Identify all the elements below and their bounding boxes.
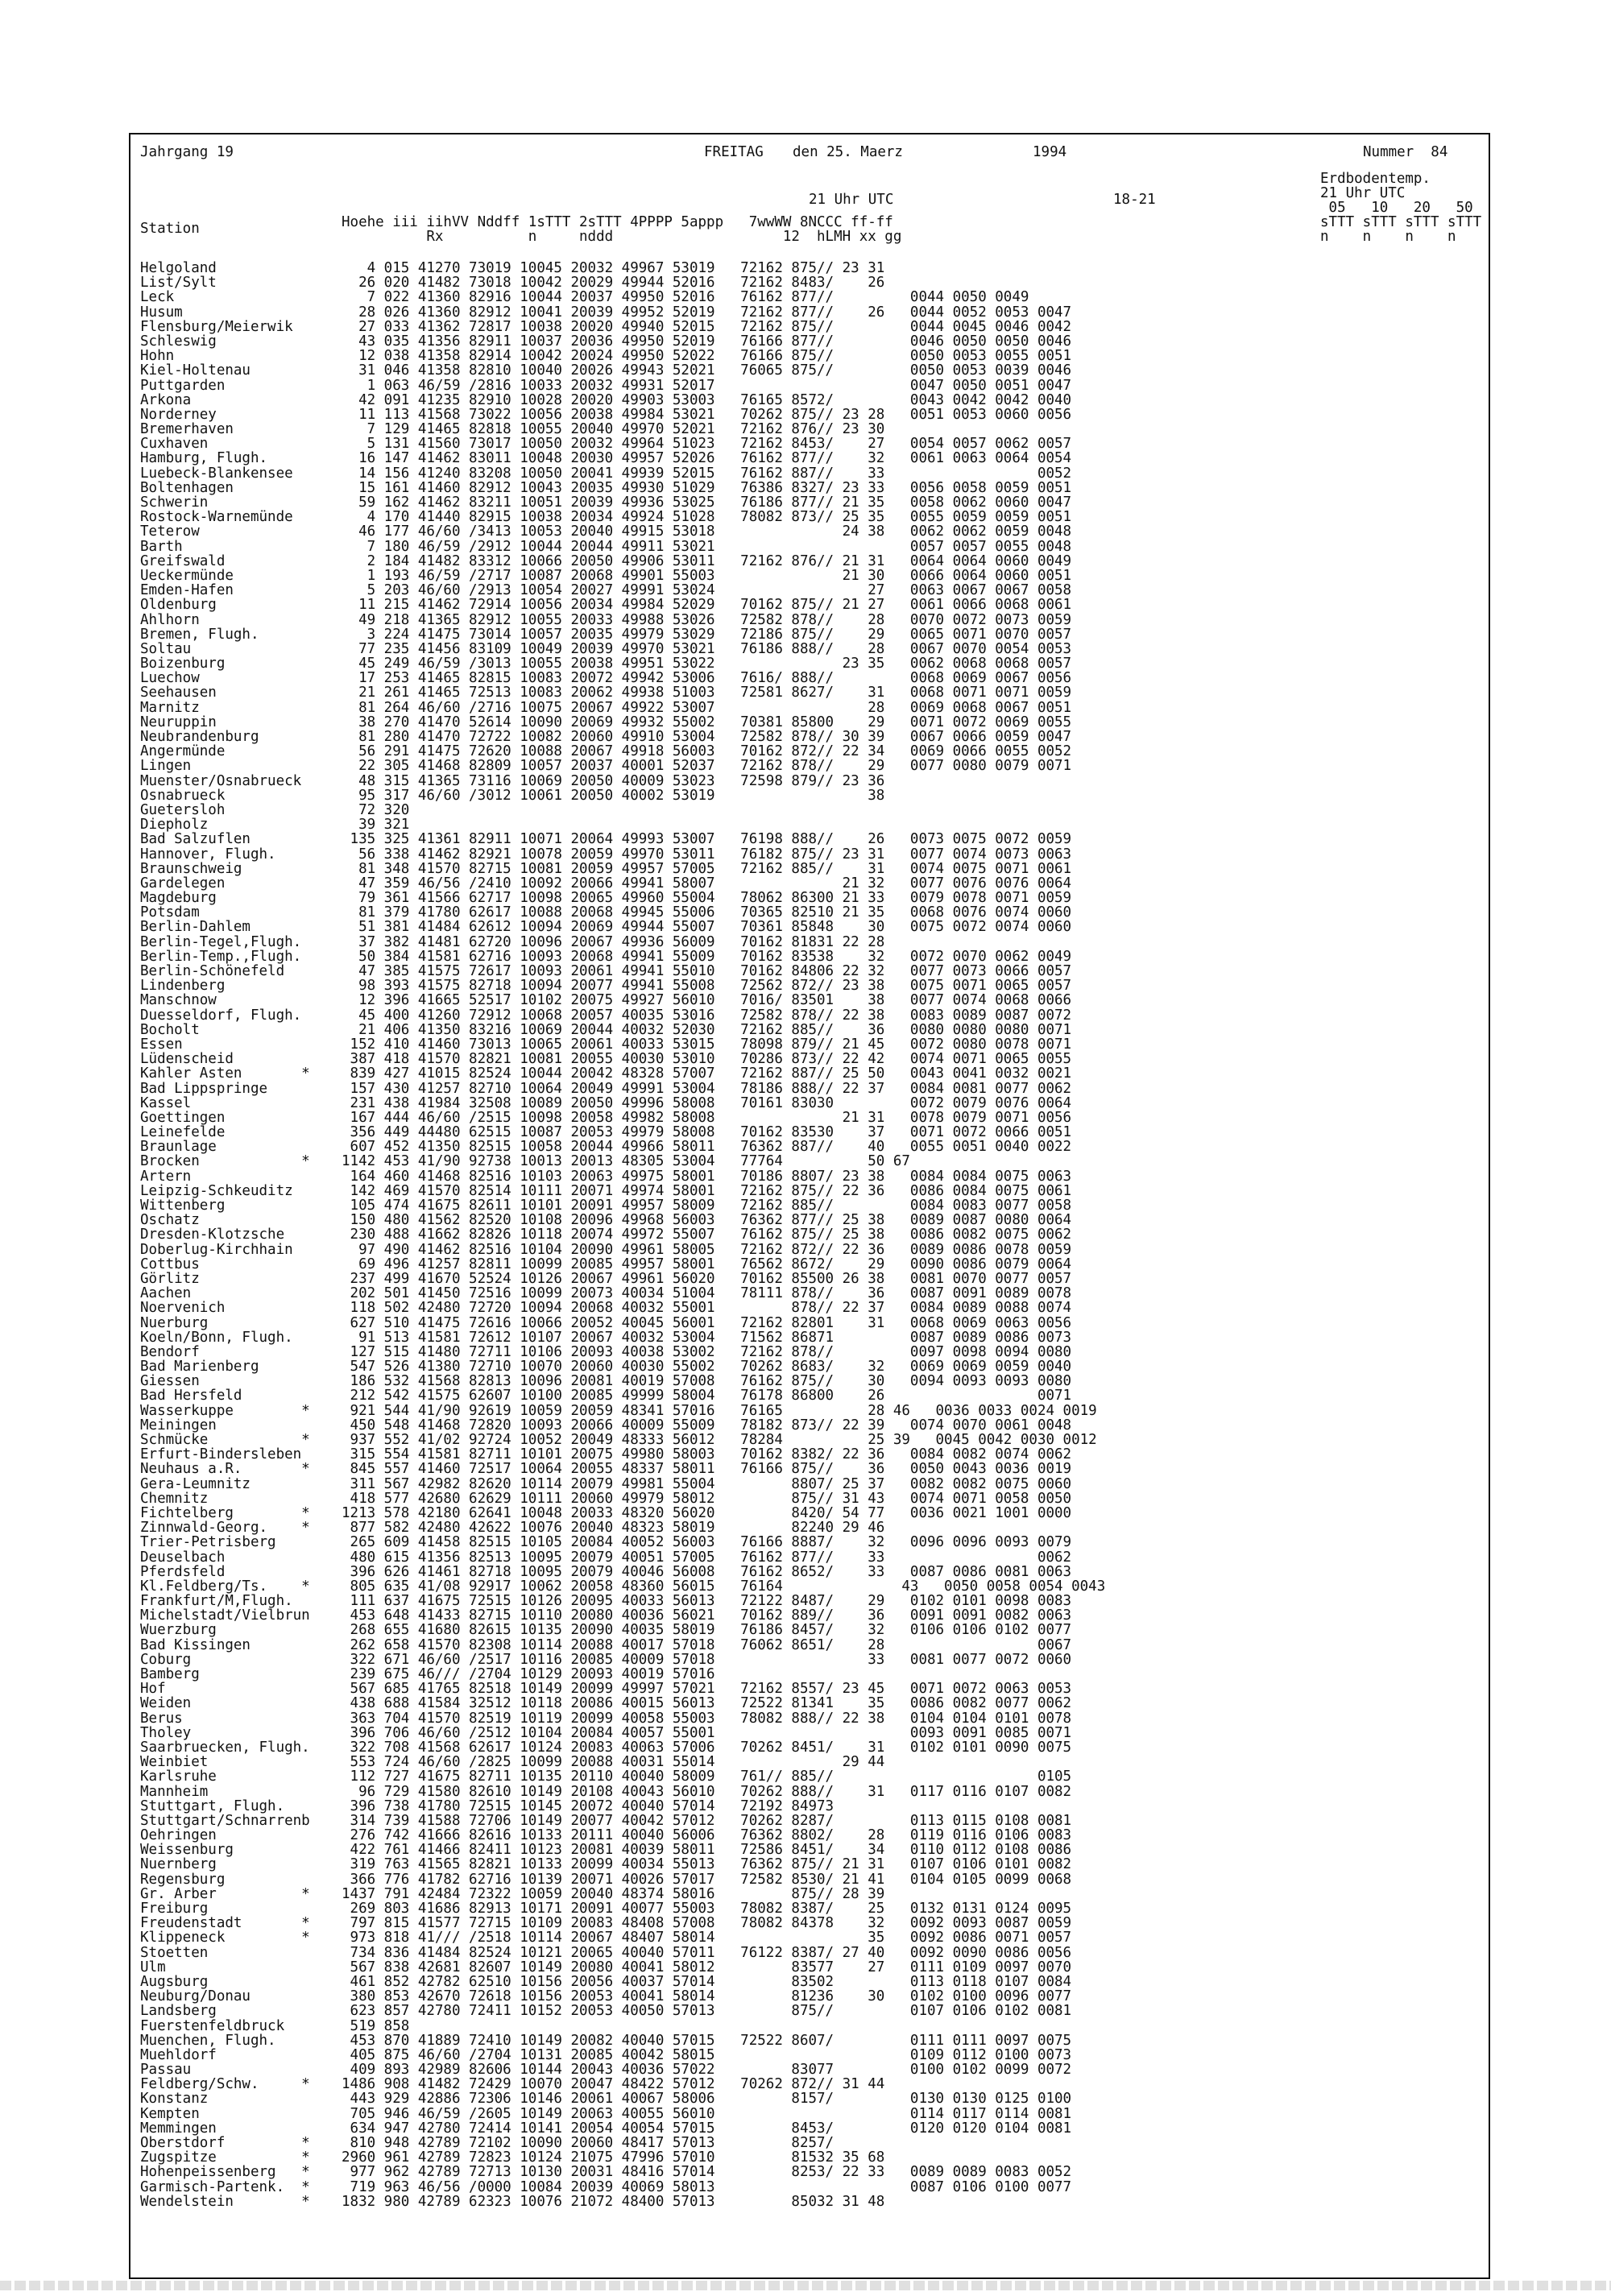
table-row: 627 510 41475 72616 10066 20052 40045 56001 72162 82801 31 0068 0069 0063 0056	[342, 1314, 1072, 1331]
station-name: Lüdenscheid	[140, 1051, 234, 1068]
station-name: Kempten	[140, 2105, 200, 2122]
table-row: 276 742 41666 82616 10133 20111 40040 56006 76362 8802/ 28 0119 0116 0106 0083	[342, 1827, 1072, 1844]
table-row: 623 857 42780 72411 10152 20053 40050 57013 875// 0107 0106 0102 0081	[342, 2003, 1072, 2020]
table-row: 56 338 41462 82921 10078 20059 49970 53011 76182 875// 23 31 0077 0074 0073 0063	[342, 846, 1072, 863]
station-name: Berlin-Tegel,Flugh.	[140, 933, 302, 950]
day: FREITAG	[704, 144, 764, 160]
station-name: Meiningen	[140, 1417, 217, 1433]
column-header-line1: Hoehe iii iihVV Nddff 1sTTT 2sTTT 4PPPP 5appp 7wwWW 8NCCC ff-ff	[342, 214, 893, 230]
table-row: 634 947 42780 72414 10141 20054 40054 57015 8453/ 0120 0120 0104 0081	[342, 2120, 1072, 2137]
table-row: 396 738 41780 72515 10145 20072 40040 57014 72192 84973	[342, 1797, 910, 1814]
table-row: 734 836 41484 82524 10121 20065 40040 57011 76122 8387/ 27 40 0092 0090 0086 0056	[342, 1944, 1072, 1961]
table-row: 135 325 41361 82911 10071 20064 49993 53007 76198 888// 26 0073 0075 0072 0059	[342, 831, 1072, 848]
table-row: 237 499 41670 52524 10126 20067 49961 56020 70162 85500 26 38 0081 0070 0077 0057	[342, 1270, 1072, 1287]
table-row: 973 818 41/// /2518 10114 20067 48407 58014 35 0092 0086 0071 0057	[342, 1930, 1072, 1946]
station-name: Boizenburg	[140, 656, 226, 672]
station-name: Oberstdorf *	[140, 2135, 310, 2151]
table-row: 2960 961 42789 72823 10124 21075 47996 57010 81532 35 68	[342, 2149, 910, 2166]
table-row: 142 469 41570 82514 10111 20071 49974 58001 72162 875// 22 36 0086 0084 0075 0061	[342, 1182, 1072, 1199]
station-name: Puttgarden	[140, 377, 226, 394]
station-name: Wuerzburg	[140, 1622, 217, 1639]
year: 1994	[1033, 144, 1067, 160]
station-name: Magdeburg	[140, 890, 217, 907]
table-row: 12 038 41358 82914 10042 20024 49950 52022 76166 875// 0050 0053 0055 0051	[342, 348, 1072, 365]
table-row: 268 655 41680 82615 10135 20090 40035 58019 76186 8457/ 32 0106 0106 0102 0077	[342, 1622, 1072, 1639]
table-row: 363 704 41570 82519 10119 20099 40058 55003 78082 888// 22 38 0104 0104 0101 0078	[342, 1710, 1072, 1727]
table-row: 1437 791 42484 72322 10059 20040 48374 58016 875// 28 39	[342, 1885, 910, 1902]
station-name: Passau	[140, 2062, 192, 2079]
table-row: 262 658 41570 82308 10114 20088 40017 57018 76062 8651/ 28 0067	[342, 1636, 1072, 1653]
report-frame	[129, 133, 1490, 2279]
table-row: 921 544 41/90 92619 10059 20059 48341 57016 76165 28 46 0036 0033 0024 0019	[342, 1402, 1097, 1419]
station-name: Kassel	[140, 1094, 192, 1111]
station-name: Bamberg	[140, 1666, 200, 1682]
station-name: Neuruppin	[140, 714, 217, 730]
station-name: Helgoland	[140, 260, 217, 276]
table-row: 396 626 41461 82718 10095 20079 40046 56008 76162 8652/ 33 0087 0086 0081 0063	[342, 1563, 1072, 1580]
station-name: Freudenstadt *	[140, 1915, 310, 1932]
table-row: 11 113 41568 73022 10056 20038 49984 53021 70262 875// 23 28 0051 0053 0060 0056	[342, 406, 1072, 423]
station-name: Luechow	[140, 670, 200, 687]
table-row: 49 218 41365 82912 10055 20033 49988 53026 72582 878// 28 0070 0072 0073 0059	[342, 611, 1072, 628]
table-row: 38 270 41470 52614 10090 20069 49932 55002 70381 85800 29 0071 0072 0069 0055	[342, 714, 1072, 730]
station-name: Stoetten	[140, 1944, 209, 1961]
station-name: Oldenburg	[140, 597, 217, 614]
table-row: 418 577 42680 62629 10111 20060 49979 58012 875// 31 43 0074 0071 0058 0050	[342, 1490, 1072, 1507]
station-name: Schleswig	[140, 333, 217, 350]
table-row: 1213 578 42180 62641 10048 20033 48320 56020 8420/ 54 77 0036 0021 1001 0000	[342, 1504, 1072, 1521]
table-row: 50 384 41581 62716 10093 20068 49941 55009 70162 83538 32 0072 0070 0062 0049	[342, 948, 1072, 965]
table-row: 461 852 42782 62510 10156 20056 40037 57014 83502 0113 0118 0107 0084	[342, 1973, 1072, 1990]
station-name: Zinnwald-Georg. *	[140, 1520, 310, 1537]
station-name: Duesseldorf, Flugh.	[140, 1007, 302, 1024]
station-name: Michelstadt/Vielbrun	[140, 1607, 310, 1624]
jahrgang: Jahrgang 19	[140, 144, 234, 160]
table-row: 230 488 41662 82826 10118 20074 49972 55007 76162 875// 25 38 0086 0082 0075 0062	[342, 1227, 1072, 1243]
station-name: Gardelegen	[140, 875, 226, 892]
station-name: Freiburg	[140, 1901, 209, 1917]
table-row: 231 438 41984 32508 10089 20050 49996 58008 70161 83030 0072 0079 0076 0064	[342, 1094, 1072, 1111]
station-name: Hohn	[140, 348, 175, 365]
table-row: 519 858	[342, 2017, 410, 2034]
table-row: 322 671 46/60 /2517 10116 20085 40009 57018 33 0081 0077 0072 0060	[342, 1651, 1072, 1668]
table-row: 51 381 41484 62612 10094 20069 49944 55007 70361 85848 30 0075 0072 0074 0060	[342, 919, 1072, 936]
station-name: Hohenpeissenberg *	[140, 2164, 310, 2181]
station-name: Aachen	[140, 1285, 192, 1302]
station-name: Husum	[140, 304, 183, 321]
table-row: 4 170 41440 82915 10038 20034 49924 51028 78082 873// 25 35 0055 0059 0059 0051	[342, 509, 1072, 526]
table-row: 21 261 41465 72513 10083 20062 49938 51003 72581 8627/ 31 0068 0071 0071 0059	[342, 685, 1072, 701]
station-name: Bad Kissingen	[140, 1636, 251, 1653]
table-row: 95 317 46/60 /3012 10061 20050 40002 53019 38	[342, 787, 910, 804]
station-name: Bremen, Flugh.	[140, 626, 259, 643]
station-name: Schwerin	[140, 494, 209, 511]
table-row: 21 406 41350 83216 10069 20044 40032 52030 72162 885// 36 0080 0080 0080 0071	[342, 1021, 1072, 1038]
station-name: Weiden	[140, 1695, 192, 1712]
table-row: 202 501 41450 72516 10099 20073 40034 51004 78111 878// 36 0087 0091 0089 0078	[342, 1285, 1072, 1302]
station-name: Karlsruhe	[140, 1769, 217, 1785]
station-name: Oehringen	[140, 1827, 217, 1844]
station-name: Feldberg/Schw. *	[140, 2076, 310, 2093]
table-row: 877 582 42480 42622 10076 20040 48323 58019 82240 29 46	[342, 1520, 910, 1537]
station-name: Soltau	[140, 640, 192, 657]
station-name: Seehausen	[140, 685, 217, 701]
station-name: Ulm	[140, 1959, 166, 1975]
nummer: Nummer 84	[1363, 144, 1448, 160]
station-name: Guetersloh	[140, 801, 226, 818]
table-row: 127 515 41480 72711 10106 20093 40038 53002 72162 878// 0097 0098 0094 0080	[342, 1343, 1072, 1360]
observation-table	[342, 261, 1105, 2209]
station-name: Emden-Hafen	[140, 582, 234, 599]
station-name: Ueckermünde	[140, 567, 234, 584]
station-name: Regensburg	[140, 1871, 226, 1888]
station-name: Saarbruecken, Flugh.	[140, 1739, 310, 1756]
table-row: 839 427 41015 82524 10044 20042 48328 57007 72162 887// 25 50 0043 0041 0032 0021	[342, 1065, 1072, 1082]
station-name: Wasserkuppe *	[140, 1402, 310, 1419]
table-row: 111 637 41675 72515 10126 20095 40033 56013 72122 8487/ 29 0102 0101 0098 0083	[342, 1593, 1072, 1610]
table-row: 265 609 41458 82515 10105 20084 40052 56003 76166 8887/ 32 0096 0096 0093 0079	[342, 1534, 1072, 1551]
station-name: Oschatz	[140, 1212, 200, 1229]
table-row: 453 870 41889 72410 10149 20082 40040 57015 72522 8607/ 0111 0111 0097 0075	[342, 2032, 1072, 2049]
table-row: 37 382 41481 62720 10096 20067 49936 56009 70162 81831 22 28	[342, 933, 910, 950]
station-name: Greifswald	[140, 552, 226, 569]
soil-depths: 05 10 20 50	[1320, 200, 1473, 216]
station-name: Cottbus	[140, 1256, 200, 1272]
station-name: Stuttgart/Schnarrenb	[140, 1812, 310, 1829]
station-name: Kl.Feldberg/Ts. *	[140, 1578, 310, 1595]
station-list	[140, 261, 310, 2209]
table-row: 17 253 41465 82815 10083 20072 49942 53006 7616/ 888// 0068 0069 0067 0056	[342, 670, 1072, 687]
table-row: 43 035 41356 82911 10037 20036 49950 52019 76166 877// 0046 0050 0050 0046	[342, 333, 1072, 350]
table-row: 547 526 41380 72710 10070 20060 40030 55002 70262 8683/ 32 0069 0069 0059 0040	[342, 1359, 1072, 1376]
column-header-line2: Rx n nddd 12 hLMH xx gg	[342, 229, 902, 245]
station-name: Nuernberg	[140, 1856, 217, 1873]
table-row: 7 129 41465 82818 10055 20040 49970 52021 72162 876// 23 30	[342, 421, 910, 438]
table-row: 797 815 41577 72715 10109 20083 48408 57008 78082 84378 32 0092 0093 0087 0059	[342, 1915, 1072, 1932]
station-name: Brocken *	[140, 1153, 310, 1170]
table-row: 150 480 41562 82520 10108 20096 49968 56003 76362 877// 25 38 0089 0087 0080 0064	[342, 1212, 1072, 1229]
table-row: 719 963 46/56 /0000 10084 20039 40069 58013 0087 0106 0100 0077	[342, 2178, 1072, 2195]
table-row: 42 091 41235 82910 10028 20020 49903 53003 76165 8572/ 0043 0042 0042 0040	[342, 391, 1072, 408]
station-name: Deuselbach	[140, 1549, 226, 1566]
table-row: 553 724 46/60 /2825 10099 20088 40031 55014 29 44	[342, 1754, 910, 1771]
station-name: Bendorf	[140, 1343, 200, 1360]
table-row: 81 379 41780 62617 10088 20068 49945 55006 70365 82510 21 35 0068 0076 0074 0060	[342, 904, 1072, 921]
station-name: Osnabrueck	[140, 787, 226, 804]
soil-units: n n n n	[1320, 229, 1456, 245]
table-row: 27 033 41362 72817 10038 20020 49940 52015 72162 875// 0044 0045 0046 0042	[342, 318, 1072, 335]
station-name: Gr. Arber *	[140, 1885, 310, 1902]
station-name: Fuerstenfeldbruck	[140, 2017, 285, 2034]
table-row: 45 400 41260 72912 10068 20057 40035 53016 72582 878// 22 38 0083 0089 0087 0072	[342, 1007, 1072, 1024]
table-row: 1 063 46/59 /2816 10033 20032 49931 52017 0047 0050 0051 0047	[342, 377, 1072, 394]
station-name: Weissenburg	[140, 1842, 234, 1859]
table-row: 311 567 42982 82620 10114 20079 49981 55004 8807/ 25 37 0082 0082 0075 0060	[342, 1475, 1072, 1492]
table-row: 91 513 41581 72612 10107 20067 40032 53004 71562 86871 0087 0089 0086 0073	[342, 1329, 1072, 1346]
table-row: 5 203 46/60 /2913 10054 20027 49991 53024 27 0063 0067 0067 0058	[342, 582, 1072, 599]
station-name: Nuerburg	[140, 1314, 209, 1331]
station-name: Potsdam	[140, 904, 200, 921]
station-name: Muehldorf	[140, 2046, 217, 2063]
station-name: Frankfurt/M,Flugh.	[140, 1593, 293, 1610]
table-row: 845 557 41460 72517 10064 20055 48337 58011 76166 875// 36 0050 0043 0036 0019	[342, 1461, 1072, 1478]
station-name: Neuhaus a.R. *	[140, 1461, 310, 1478]
station-name: Lindenberg	[140, 978, 226, 995]
station-name: Goettingen	[140, 1109, 226, 1126]
table-row: 12 396 41665 52517 10102 20075 49927 56010 7016/ 83501 38 0077 0074 0068 0066	[342, 992, 1072, 1009]
table-row: 81 348 41570 82715 10081 20059 49957 57005 72162 885// 31 0074 0075 0071 0061	[342, 860, 1072, 877]
table-row: 239 675 46/// /2704 10129 20093 40019 57016	[342, 1666, 910, 1682]
table-row: 98 393 41575 82718 10094 20077 49941 55008 72562 872// 23 38 0075 0071 0065 0057	[342, 978, 1072, 995]
table-row: 977 962 42789 72713 10130 20031 48416 57014 8253/ 22 33 0089 0089 0083 0052	[342, 2164, 1072, 2181]
table-row: 31 046 41358 82810 10040 20026 49943 52021 76065 875// 0050 0053 0039 0046	[342, 362, 1072, 379]
station-name: Barth	[140, 538, 183, 555]
table-row: 319 763 41565 82821 10133 20099 40034 55013 76362 875// 21 31 0107 0106 0101 0082	[342, 1856, 1072, 1873]
table-row: 438 688 41584 32512 10118 20086 40015 56013 72522 81341 35 0086 0082 0077 0062	[342, 1695, 1072, 1712]
table-row: 705 946 46/59 /2605 10149 20063 40055 56010 0114 0117 0114 0081	[342, 2105, 1072, 2122]
station-name: Luebeck-Blankensee	[140, 465, 293, 482]
soil-time: 21 Uhr UTC	[1320, 185, 1406, 201]
station-name: Berlin-Dahlem	[140, 919, 251, 936]
table-row: 322 708 41568 62617 10124 20083 40063 57006 70262 8451/ 31 0102 0101 0090 0075	[342, 1739, 1072, 1756]
station-name: Muenster/Osnabrueck	[140, 772, 302, 789]
station-name: Bremerhaven	[140, 421, 234, 438]
station-name: Lingen	[140, 758, 192, 775]
station-name: Rostock-Warnemünde	[140, 509, 293, 526]
table-row: 72 320	[342, 801, 410, 818]
station-name: Dresden-Klotzsche	[140, 1227, 285, 1243]
station-name: Konstanz	[140, 2091, 209, 2108]
table-row: 112 727 41675 82711 10135 20110 40040 58009 761// 885// 0105	[342, 1769, 1072, 1785]
table-row: 69 496 41257 82811 10099 20085 49957 58001 76562 8672/ 29 0090 0086 0079 0064	[342, 1256, 1072, 1272]
table-row: 56 291 41475 72620 10088 20067 49918 56003 70162 872// 22 34 0069 0066 0055 0052	[342, 743, 1072, 760]
table-row: 59 162 41462 83211 10051 20039 49936 53025 76186 877// 21 35 0058 0062 0060 0047	[342, 494, 1072, 511]
table-row: 1486 908 41482 72429 10070 20047 48422 57012 70262 872// 31 44	[342, 2076, 910, 2093]
station-name: Kahler Asten *	[140, 1065, 310, 1082]
table-row: 607 452 41350 82515 10058 20044 49966 58011 76362 887// 40 0055 0051 0040 0022	[342, 1139, 1072, 1156]
station-name: Berlin-Schönefeld	[140, 963, 285, 979]
time-label: 21 Uhr UTC	[809, 192, 894, 208]
soil-title: Erdbodentemp.	[1320, 171, 1431, 187]
table-row: 443 929 42886 72306 10146 20061 40067 58006 8157/ 0130 0130 0125 0100	[342, 2091, 1072, 2108]
table-row: 1142 453 41/90 92738 10013 20013 48305 53004 77764 50 67	[342, 1153, 936, 1170]
station-name: Flensburg/Meierwik	[140, 318, 293, 335]
table-row: 28 026 41360 82912 10041 20039 49952 52019 72162 877// 26 0044 0052 0053 0047	[342, 304, 1072, 321]
table-row: 79 361 41566 62717 10098 20065 49960 55004 78062 86300 21 33 0079 0078 0071 0059	[342, 890, 1072, 907]
station-name: Norderney	[140, 406, 217, 423]
table-row: 453 648 41433 82715 10110 20080 40036 56021 70162 889// 36 0091 0091 0082 0063	[342, 1607, 1072, 1624]
table-row: 1832 980 42789 62323 10076 21072 48400 57013 85032 31 48	[342, 2193, 910, 2210]
table-row: 567 838 42681 82607 10149 20080 40041 58012 83577 27 0111 0109 0097 0070	[342, 1959, 1072, 1975]
table-row: 2 184 41482 83312 10066 20050 49906 53011 72162 876// 21 31 0064 0064 0060 0049	[342, 552, 1072, 569]
station-name: Artern	[140, 1168, 192, 1185]
station-name: Boltenhagen	[140, 479, 234, 496]
station-name: Wittenberg	[140, 1198, 226, 1214]
table-row: 105 474 41675 82611 10101 20091 49957 58009 72162 885// 0084 0083 0077 0058	[342, 1198, 1072, 1214]
table-row: 5 131 41560 73017 10050 20032 49964 51023 72162 8453/ 27 0054 0057 0062 0057	[342, 436, 1072, 453]
table-row: 480 615 41356 82513 10095 20079 40051 57005 76162 877// 33 0062	[342, 1549, 1072, 1566]
station-name: Trier-Petrisberg	[140, 1534, 276, 1551]
table-row: 47 359 46/56 /2410 10092 20066 49941 58007 21 32 0077 0076 0076 0064	[342, 875, 1072, 892]
station-name: Hannover, Flugh.	[140, 846, 276, 863]
station-name: Pferdsfeld	[140, 1563, 226, 1580]
table-row: 7 180 46/59 /2912 10044 20044 49911 53021 0057 0057 0055 0048	[342, 538, 1072, 555]
table-row: 81 280 41470 72722 10082 20060 49910 53004 72582 878// 30 39 0067 0066 0059 0047	[342, 729, 1072, 745]
table-row: 77 235 41456 83109 10049 20039 49970 53021 76186 888// 28 0067 0070 0054 0053	[342, 640, 1072, 657]
station-name: Essen	[140, 1036, 183, 1053]
station-name: Neuburg/Donau	[140, 1988, 251, 2005]
station-name: Gera-Leumnitz	[140, 1475, 251, 1492]
table-row: 96 729 41580 82610 10149 20108 40043 56010 70262 888// 31 0117 0116 0107 0082	[342, 1783, 1072, 1800]
table-row: 366 776 41782 62716 10139 20071 40026 57017 72582 8530/ 21 41 0104 0105 0099 0068	[342, 1871, 1072, 1888]
station-name: Tholey	[140, 1724, 192, 1741]
station-name: Mannheim	[140, 1783, 209, 1800]
station-name: Görlitz	[140, 1270, 200, 1287]
table-row: 314 739 41588 72706 10149 20077 40042 57012 70262 8287/ 0113 0115 0108 0081	[342, 1812, 1072, 1829]
table-row: 118 502 42480 72720 10094 20068 40032 55001 878// 22 37 0084 0089 0088 0074	[342, 1300, 1072, 1317]
table-row: 380 853 42670 72618 10156 20053 40041 58014 81236 30 0102 0100 0096 0077	[342, 1988, 1072, 2005]
table-row: 356 449 44480 62515 10087 20053 49979 58008 70162 83530 37 0071 0072 0066 0051	[342, 1124, 1072, 1141]
table-row: 422 761 41466 82411 10123 20081 40039 58011 72586 8451/ 34 0110 0112 0108 0086	[342, 1842, 1072, 1859]
table-row: 164 460 41468 82516 10103 20063 49975 58001 70186 8807/ 23 38 0084 0084 0075 0063	[342, 1168, 1072, 1185]
station-name: Hof	[140, 1681, 166, 1698]
station-name: Braunschweig	[140, 860, 242, 877]
station-name: Kiel-Holtenau	[140, 362, 251, 379]
station-name: Teterow	[140, 523, 200, 540]
station-name: Landsberg	[140, 2003, 217, 2020]
table-row: 212 542 41575 62607 10100 20085 49999 58004 76178 86800 26 0071	[342, 1388, 1072, 1404]
station-name: Stuttgart, Flugh.	[140, 1797, 285, 1814]
station-name: Doberlug-Kirchhain	[140, 1241, 293, 1258]
station-name: Klippeneck *	[140, 1930, 310, 1946]
table-row: 167 444 46/60 /2515 10098 20058 49982 58008 21 31 0078 0079 0071 0056	[342, 1109, 1072, 1126]
station-name: Ahlhorn	[140, 611, 200, 628]
table-row: 3 224 41475 73014 10057 20035 49979 53029 72186 875// 29 0065 0071 0070 0057	[342, 626, 1072, 643]
table-row: 97 490 41462 82516 10104 20090 49961 58005 72162 872// 22 36 0089 0086 0078 0059	[342, 1241, 1072, 1258]
table-row: 14 156 41240 83208 10050 20041 49939 52015 76162 887// 33 0052	[342, 465, 1072, 482]
station-name: Leipzig-Schkeuditz	[140, 1182, 293, 1199]
table-row: 409 893 42989 82606 10144 20043 40036 57022 83077 0100 0102 0099 0072	[342, 2062, 1072, 2079]
station-name: Weinbiet	[140, 1754, 209, 1771]
table-row: 46 177 46/60 /3413 10053 20040 49915 53018 24 38 0062 0062 0059 0048	[342, 523, 1072, 540]
table-row: 810 948 42789 72102 10090 20060 48417 57013 8257/	[342, 2135, 910, 2151]
station-name: Bad Lippspringe	[140, 1080, 268, 1097]
station-label: Station	[140, 221, 200, 237]
table-row: 48 315 41365 73116 10069 20050 40009 53023 72598 879// 23 36	[342, 772, 910, 789]
station-name: Hamburg, Flugh.	[140, 450, 268, 467]
table-row: 16 147 41462 83011 10048 20030 49957 52026 76162 877// 32 0061 0063 0064 0054	[342, 450, 1072, 467]
station-name: Manschnow	[140, 992, 217, 1009]
station-name: Braunlage	[140, 1139, 217, 1156]
station-name: Marnitz	[140, 699, 200, 716]
station-name: Berus	[140, 1710, 183, 1727]
station-name: Koeln/Bonn, Flugh.	[140, 1329, 293, 1346]
station-name: Neubrandenburg	[140, 729, 259, 745]
table-row: 937 552 41/02 92724 10052 20049 48333 56012 78284 25 39 0045 0042 0030 0012	[342, 1432, 1097, 1448]
station-name: Chemnitz	[140, 1490, 209, 1507]
station-name: Cuxhaven	[140, 436, 209, 453]
station-name: Leck	[140, 289, 175, 306]
station-name: Memmingen	[140, 2120, 217, 2137]
station-name: Fichtelberg *	[140, 1504, 310, 1521]
station-name: Garmisch-Partenk. *	[140, 2178, 310, 2195]
table-row: 7 022 41360 82916 10044 20037 49950 52016 76162 877// 0044 0050 0049	[342, 289, 1029, 306]
table-row: 39 321	[342, 817, 410, 834]
table-row: 11 215 41462 72914 10056 20034 49984 52029 70162 875// 21 27 0061 0066 0068 0061	[342, 597, 1072, 614]
date: den 25. Maerz	[793, 144, 903, 160]
scan-edge	[0, 2281, 1611, 2290]
station-name: Diepholz	[140, 817, 209, 834]
station-name: Bad Hersfeld	[140, 1388, 242, 1404]
station-name: Bad Marienberg	[140, 1359, 259, 1376]
station-name: Leinefelde	[140, 1124, 226, 1141]
table-row: 47 385 41575 72617 10093 20061 49941 55010 70162 84806 22 32 0077 0073 0066 0057	[342, 963, 1072, 979]
station-name: Arkona	[140, 391, 192, 408]
table-row: 567 685 41765 82518 10149 20099 49997 57021 72162 8557/ 23 45 0071 0072 0063 0053	[342, 1681, 1072, 1698]
table-row: 186 532 41568 82813 10096 20081 40019 57008 76162 875// 30 0094 0093 0093 0080	[342, 1373, 1072, 1390]
table-row: 450 548 41468 72820 10093 20066 40009 55009 78182 873// 22 39 0074 0070 0061 0048	[342, 1417, 1072, 1433]
soil-codes: sTTT sTTT sTTT sTTT	[1320, 214, 1482, 230]
table-row: 26 020 41482 73018 10042 20029 49944 52016 72162 8483/ 26	[342, 275, 910, 292]
station-name: Wendelstein *	[140, 2193, 310, 2210]
table-row: 15 161 41460 82912 10043 20035 49930 51029 76386 8327/ 23 33 0056 0058 0059 0051	[342, 479, 1072, 496]
station-name: Augsburg	[140, 1973, 209, 1990]
station-name: Bocholt	[140, 1021, 200, 1038]
station-name: Giessen	[140, 1373, 200, 1390]
station-name: Noervenich	[140, 1300, 226, 1317]
station-name: Schmücke *	[140, 1432, 310, 1448]
station-name: Bad Salzuflen	[140, 831, 251, 848]
table-row: 805 635 41/08 92917 10062 20058 48360 56015 76164 43 0050 0058 0054 0043	[342, 1578, 1106, 1595]
table-row: 81 264 46/60 /2716 10075 20067 49922 53007 28 0069 0068 0067 0051	[342, 699, 1072, 716]
table-row: 45 249 46/59 /3013 10055 20038 49951 53022 23 35 0062 0068 0068 0057	[342, 656, 1072, 672]
station-name: Berlin-Temp.,Flugh.	[140, 948, 302, 965]
table-row: 387 418 41570 82821 10081 20055 40030 53010 70286 873// 22 42 0074 0071 0065 0055	[342, 1051, 1072, 1068]
station-name: Erfurt-Bindersleben	[140, 1446, 302, 1463]
table-row: 1 193 46/59 /2717 10087 20068 49901 55003 21 30 0066 0064 0060 0051	[342, 567, 1072, 584]
table-row: 4 015 41270 73019 10045 20032 49967 53019 72162 875// 23 31	[342, 260, 910, 276]
table-row: 396 706 46/60 /2512 10104 20084 40057 55001 0093 0091 0085 0071	[342, 1724, 1072, 1741]
station-name: Angermünde	[140, 743, 226, 760]
table-row: 405 875 46/60 /2704 10131 20085 40042 58015 0109 0112 0100 0073	[342, 2046, 1072, 2063]
table-row: 22 305 41468 82809 10057 20037 40001 52037 72162 878// 29 0077 0080 0079 0071	[342, 758, 1072, 775]
station-name: Zugspitze *	[140, 2149, 310, 2166]
table-row: 269 803 41686 82913 10171 20091 40077 55003 78082 8387/ 25 0132 0131 0124 0095	[342, 1901, 1072, 1917]
table-row: 157 430 41257 82710 10064 20049 49991 53004 78186 888// 22 37 0084 0081 0077 0062	[342, 1080, 1072, 1097]
station-name: Muenchen, Flugh.	[140, 2032, 276, 2049]
station-name: List/Sylt	[140, 275, 217, 292]
table-row: 152 410 41460 73013 10065 20061 40033 53015 78098 879// 21 45 0072 0080 0078 0071	[342, 1036, 1072, 1053]
period-label: 18-21	[1113, 192, 1156, 208]
table-row: 315 554 41581 82711 10101 20075 49980 58003 70162 8382/ 22 36 0084 0082 0074 0062	[342, 1446, 1072, 1463]
station-name: Coburg	[140, 1651, 192, 1668]
